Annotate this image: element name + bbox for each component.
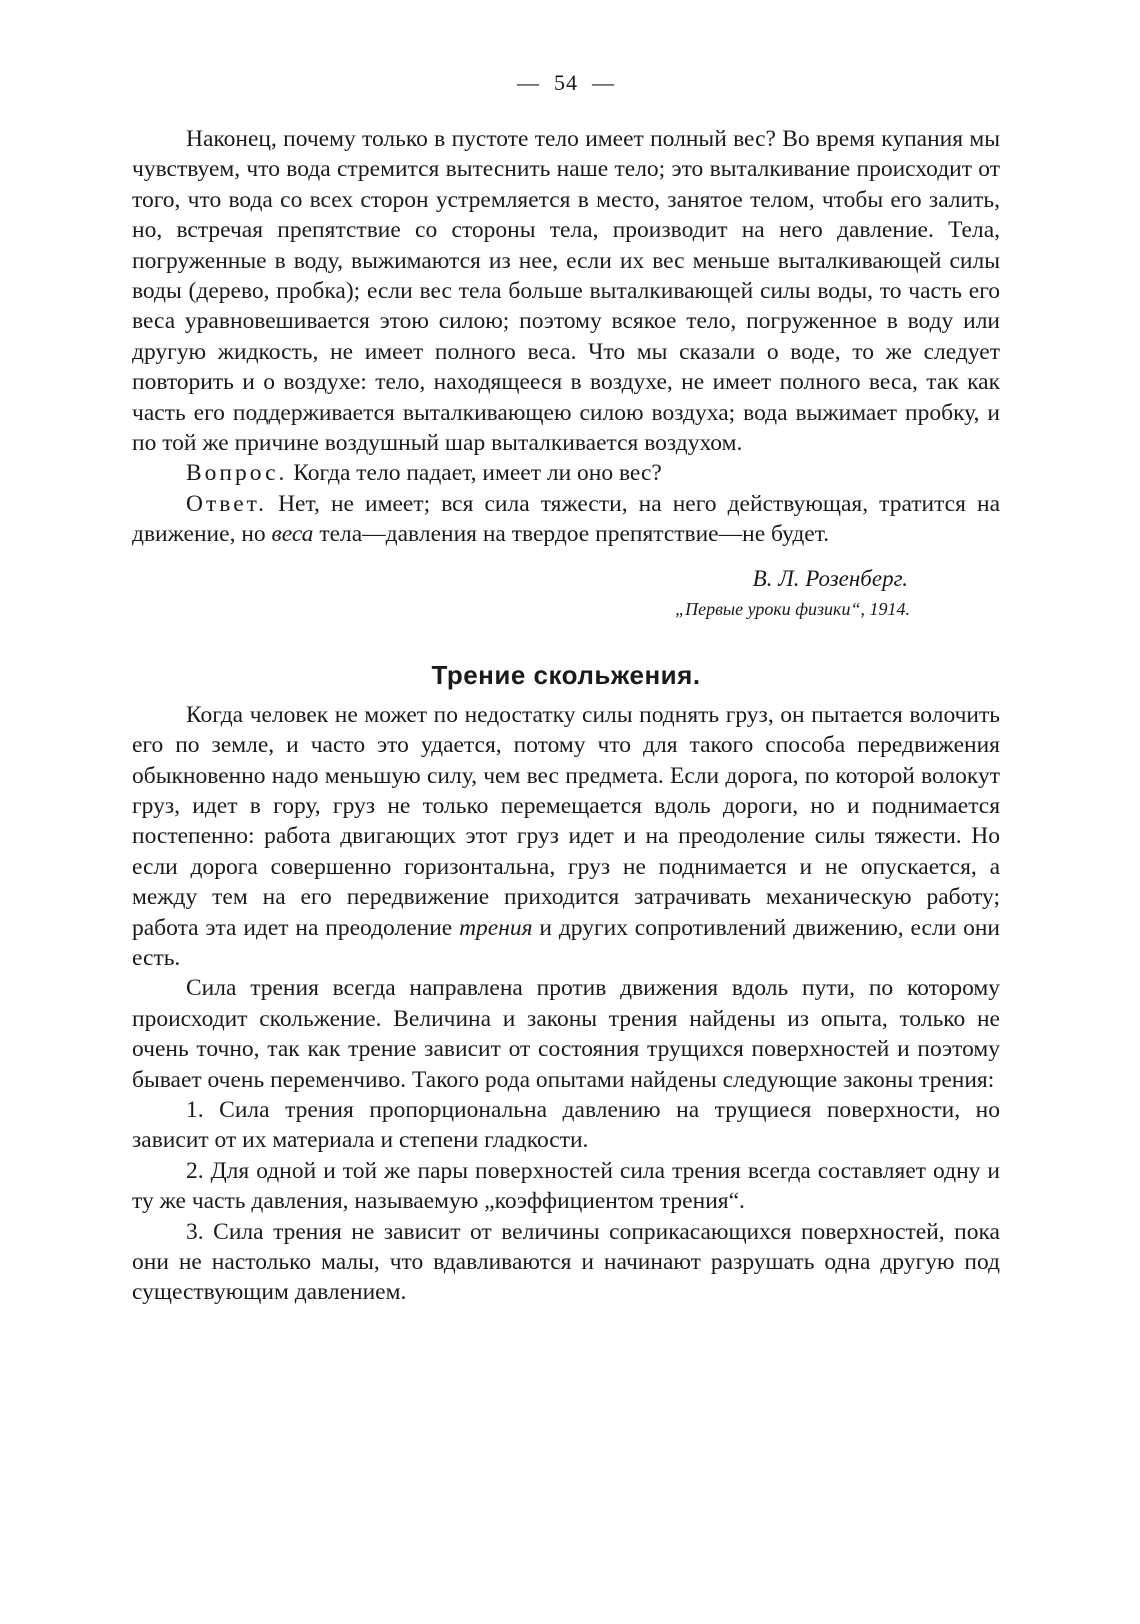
- question-text: Когда тело падает, имеет ли оно вес?: [287, 460, 662, 487]
- friction-italic-word: трения: [459, 914, 533, 941]
- paragraph-friction-intro: [132, 700, 1000, 974]
- answer-label: Ответ.: [186, 490, 268, 517]
- friction-law-2: 2. Для одной и той же пары поверхностей сила трения всегда составляет одну и ту же часть давления, называемую „коэффициентом трения“.: [132, 1157, 1000, 1215]
- document-page: [132, 70, 1000, 1308]
- friction-intro-start: Когда человек не может по недостатку силы поднять груз, он пытается волочить его по земле, и часто это удается, потому что для такого способа передвижения обыкновенно надо меньшую силу, чем вес предмета. Если дорога, по которой волокут груз, идет в гору, груз не только перемещается вдоль дороги, но и поднимается постепенно: работа двигающих этот груз идет и на преодоление силы тяжести. Но если дорога совершенно горизонтальна, груз не поднимается и не опускается, а между тем на его передвижение приходится затрачивать механическую работу; работа эта идет на преодоление: [132, 701, 1000, 941]
- paragraph-question: [132, 458, 1000, 488]
- page-number: [132, 70, 1000, 96]
- section-title: Трение скольжения.: [431, 659, 701, 690]
- paragraph-friction-direction: Сила трения всегда направлена против движения вдоль пути, по которому происходит скольжение. Величина и законы трения найдены из опыта, только не очень точно, так как трение зависит от состояния трущихся поверхностей и поэтому бывает очень переменчиво. Такого рода опытами найдены следующие законы трения:: [132, 975, 1000, 1093]
- page-number-dash-right: —: [592, 70, 615, 95]
- friction-law-3: 3. Сила трения не зависит от величины соприкасающихся поверхностей, пока они не настолько малы, что вдавливаются и начинают разрушать одна другую под существующим давлением.: [132, 1218, 1000, 1306]
- question-label: Вопрос.: [186, 460, 288, 487]
- answer-text-end: тела—давления на твердое препятствие—не будет.: [313, 521, 830, 548]
- page-number-value: 54: [554, 70, 578, 95]
- signature-source: „Первые уроки физики“, 1914.: [675, 598, 910, 619]
- page-number-dash-left: —: [517, 70, 540, 95]
- friction-law-1: 1. Сила трения пропорциональна давлению на трущиеся поверхности, но зависит от их материала и степени гладкости.: [132, 1096, 1000, 1154]
- paragraph-answer: [132, 489, 1000, 550]
- friction-intro-end: и других сопротивлений движению, если они есть.: [132, 914, 1001, 971]
- paragraph-buoyancy: Наконец, почему только в пустоте тело имеет полный вес? Во время купания мы чувствуем, что вода стремится вытеснить наше тело; это выталкивание происходит от того, что вода со всех сторон устремляется в место, занятое телом, чтобы его залить, но, встречая препятствие со стороны тела, производит на него давление. Тела, погруженные в воду, выжимаются из нее, если их вес меньше выталкивающей силы воды (дерево, пробка); если вес тела больше выталкивающей силы воды, то часть его веса уравновешивается этою силою; поэтому всякое тело, погруженное в воду или другую жидкость, не имеет полного веса. Что мы сказали о воде, то же следует повторить и о воздухе: тело, находящееся в воздухе, не имеет полного веса, так как часть его поддерживается выталкивающею силою воздуха; вода выжимает пробку, и по той же причине воздушный шар выталкивается воздухом.: [132, 126, 1000, 457]
- signature-author: В. Л. Розенберг.: [752, 565, 908, 591]
- answer-italic-word: веса: [271, 521, 314, 548]
- answer-text-start: Нет, не имеет; вся сила тяжести, на него действующая, тратится на движение, но: [132, 490, 1000, 548]
